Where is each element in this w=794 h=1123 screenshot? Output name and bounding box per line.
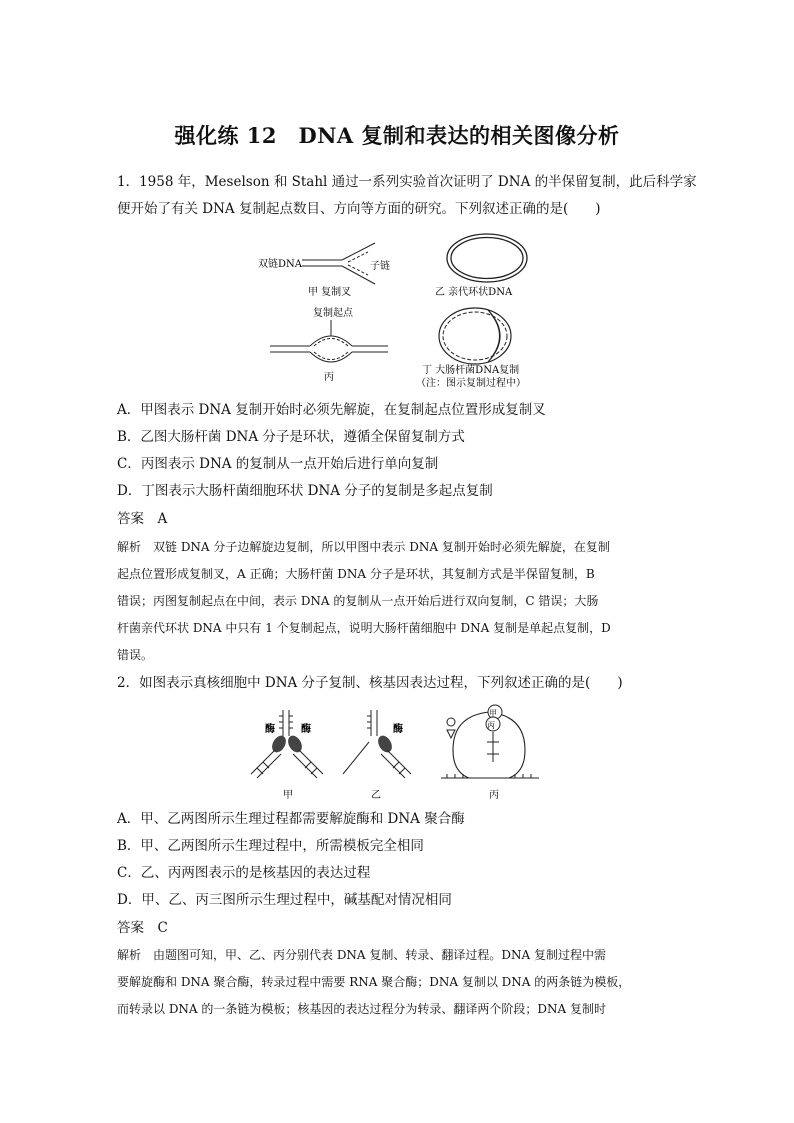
q1-figure xyxy=(250,228,550,393)
q1-label-yi: 乙 亲代环状DNA xyxy=(435,287,513,298)
q1-option-d: D．丁图表示大肠杆菌细胞环状 DNA 分子的复制是多起点复制 xyxy=(117,483,493,499)
q1-option-c: C．丙图表示 DNA 的复制从一点开始后进行单向复制 xyxy=(117,456,439,472)
q1-label-daughter-chain: 子链 xyxy=(370,261,390,272)
q1-label-jia: 甲 复制叉 xyxy=(308,287,352,298)
q2-label-bing: 丙 xyxy=(489,790,499,801)
q2-analysis-line3: 而转录以 DNA 的一条链为模板；核基因的表达过程分为转录、翻译两个阶段；DNA 复制时 xyxy=(117,1002,607,1016)
q1-analysis-line4: 杆菌亲代环状 DNA 中只有 1 个复制起点，说明大肠杆菌细胞中 DNA 复制是单起点复制，D xyxy=(117,621,611,635)
q1-answer: 答案 A xyxy=(117,511,168,527)
q2-figure xyxy=(243,702,543,802)
q2-option-a: A．甲、乙两图所示生理过程都需要解旋酶和 DNA 聚合酶 xyxy=(117,811,465,827)
q2-label-yi: 乙 xyxy=(371,790,381,801)
q1-option-b: B．乙图大肠杆菌 DNA 分子是环状，遵循全保留复制方式 xyxy=(117,429,465,445)
q1-analysis-line5: 错误。 xyxy=(117,648,154,662)
q1-analysis-line1: 解析 双链 DNA 分子边解旋边复制，所以甲图中表示 DNA 复制开始时必须先解旋，在复制 xyxy=(117,540,610,554)
q1-analysis-line2: 起点位置形成复制叉，A 正确；大肠杆菌 DNA 分子是环状，其复制方式是半保留复制，B xyxy=(117,567,595,581)
q2-option-d: D．甲、乙、丙三图所示生理过程中，碱基配对情况相同 xyxy=(117,892,452,908)
q2-analysis-line2: 要解旋酶和 DNA 聚合酶，转录过程中需要 RNA 聚合酶；DNA 复制以 DNA 的两条链为模板， xyxy=(117,975,631,989)
q2-label-enzyme-2: 酶 xyxy=(301,724,311,735)
q1-label-ding-note: （注：图示复制过程中） xyxy=(416,378,526,389)
q2-option-b: B．甲、乙两图所示生理过程中，所需模板完全相同 xyxy=(117,838,424,854)
q1-label-origin: 复制起点 xyxy=(313,308,353,319)
q1-analysis-line3: 错误；丙图复制起点在中间，表示 DNA 的复制从一点开始后进行双向复制，C 错误；大肠 xyxy=(117,594,599,608)
q2-label-enzyme-1: 酶 xyxy=(265,724,275,735)
q2-option-c: C．乙、丙两图表示的是核基因的表达过程 xyxy=(117,865,371,881)
q1-label-bing: 丙 xyxy=(324,372,334,383)
q2-label-enzyme-3: 酶 xyxy=(393,724,403,735)
q1-label-double-dna: 双链DNA xyxy=(258,259,302,270)
q1-stem-line2: 便开始了有关 DNA 复制起点数目、方向等方面的研究。下列叙述正确的是( ) xyxy=(117,201,601,217)
q2-answer: 答案 C xyxy=(117,920,168,936)
q1-option-a: A．甲图表示 DNA 复制开始时必须先解旋，在复制起点位置形成复制叉 xyxy=(117,402,546,418)
q2-circle-bing: 丙 xyxy=(487,721,495,730)
q1-label-ding: 丁 大肠杆菌DNA复制 xyxy=(422,365,520,376)
q2-stem: 2．如图表示真核细胞中 DNA 分子复制、核基因表达过程，下列叙述正确的是( ) xyxy=(117,675,623,691)
q1-stem-line1: 1．1958 年，Meselson 和 Stahl 通过一系列实验首次证明了 DNA 的半保留复制，此后科学家 xyxy=(117,174,697,190)
q2-circle-jia: 甲 xyxy=(489,709,497,718)
q2-label-jia: 甲 xyxy=(283,790,293,801)
q2-analysis-line1: 解析 由题图可知，甲、乙、丙分别代表 DNA 复制、转录、翻译过程。DNA 复制过程中需 xyxy=(117,948,607,962)
page-title: 强化练 12 DNA 复制和表达的相关图像分析 xyxy=(174,123,620,148)
